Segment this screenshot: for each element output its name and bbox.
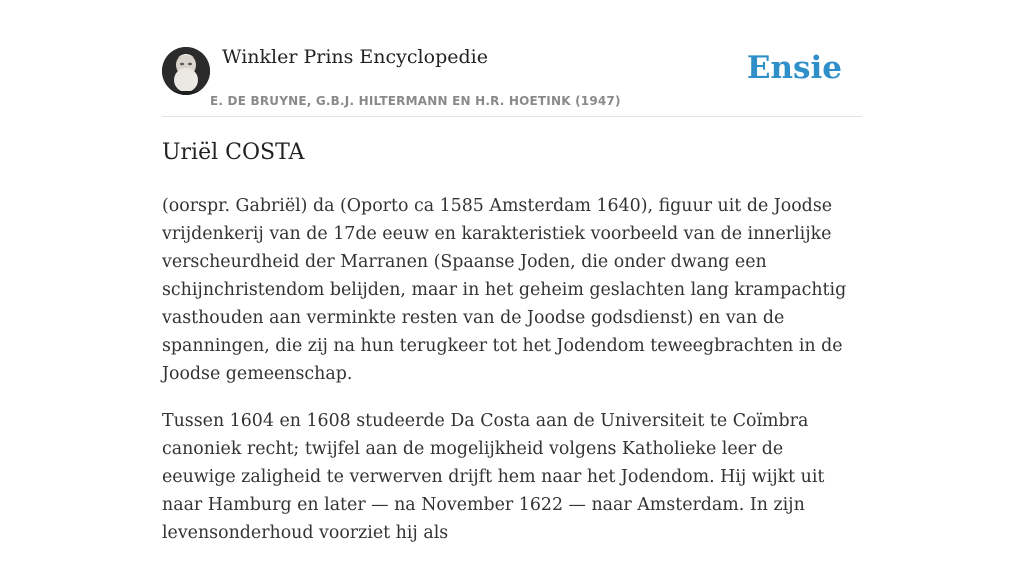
site-name[interactable]: Winkler Prins Encyclopedie bbox=[222, 46, 488, 68]
authors-credit: E. DE BRUYNE, G.B.J. HILTERMANN EN H.R. HOETINK (1947) bbox=[210, 94, 621, 108]
portrait-photo-icon bbox=[162, 47, 210, 95]
brand-logo[interactable]: Ensie bbox=[746, 50, 842, 86]
article-paragraph: (oorspr. Gabriël) da (Oporto ca 1585 Amsterdam 1640), figuur uit de Joodse vrijdenkerij van de 17de eeuw en karakteristiek voorbeeld van de innerlijke verscheurdheid der Marranen (Spaanse Joden, die onder dwang een schijnchristendom belijden, maar in het geheim geslachten lang krampachtig vasthouden aan verminkte resten van de Joodse godsdienst) en van de spanningen, die zij na hun terugkeer tot het Jodendom teweegbrachten in de Joodse gemeenschap. bbox=[162, 196, 847, 384]
page bbox=[162, 0, 862, 543]
article-body bbox=[162, 192, 862, 566]
article-title: Uriël COSTA bbox=[162, 140, 305, 165]
article-paragraph: Tussen 1604 en 1608 studeerde Da Costa aan de Universiteit te Coïmbra canoniek recht; twijfel aan de mogelijkheid volgens Katholieke leer de eeuwige zaligheid te verwerven drijft hem naar het Jodendom. Hij wijkt uit naar Hamburg en later — na November 1622 — naar Amsterdam. In zijn levensonderhoud voorziet hij als bbox=[162, 411, 825, 543]
site-header bbox=[162, 0, 862, 117]
